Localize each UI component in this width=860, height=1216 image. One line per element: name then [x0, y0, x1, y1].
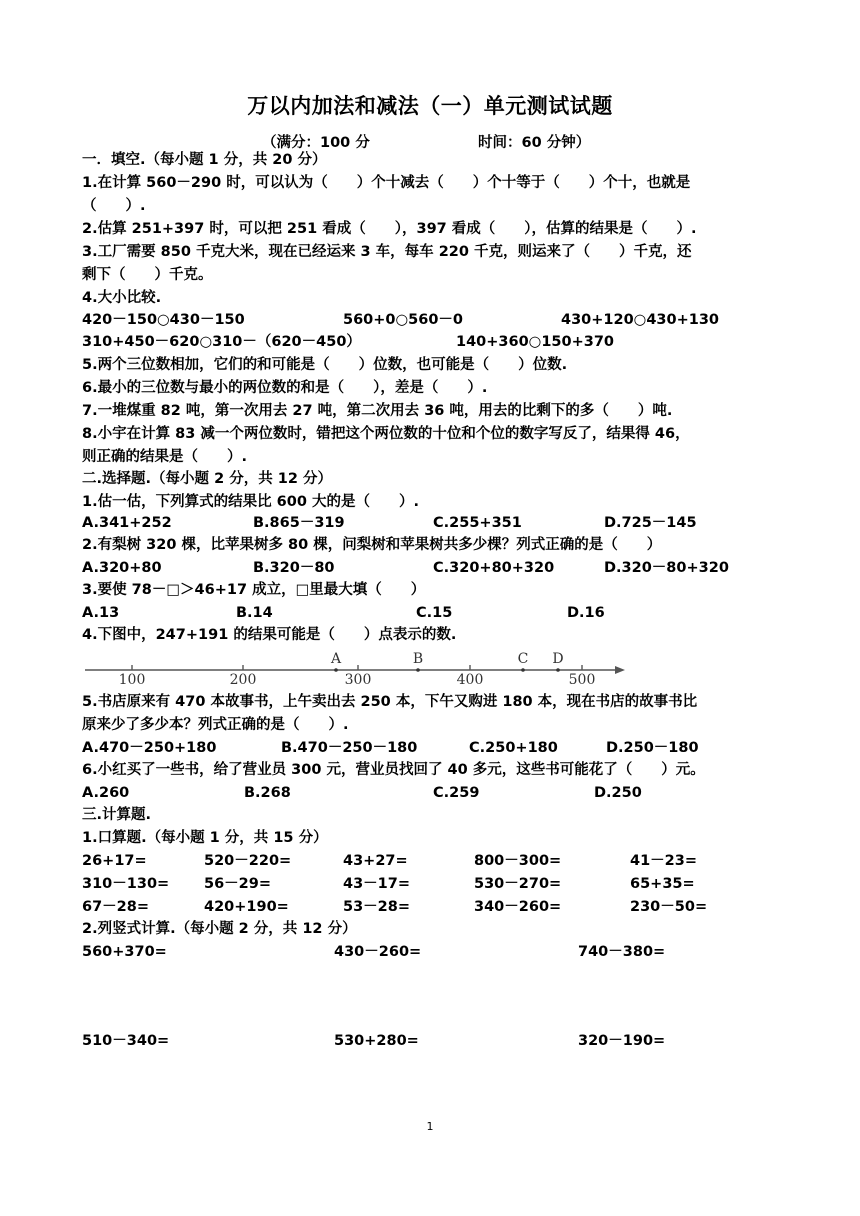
- option-c: C.250+180: [469, 740, 558, 756]
- s2-q5-line1: 5.书店原来有 470 本故事书，上午卖出去 250 本，下午又购进 180 本，现在书店的故事书比: [82, 694, 698, 710]
- compare-item: 430+120○430+130: [561, 312, 720, 328]
- s1-q8-line1: 8.小宇在计算 83 减一个两位数时，错把这个两位数的十位和个位的数字写反了，结果得 46，: [82, 426, 690, 442]
- option-c: C.320+80+320: [433, 560, 555, 576]
- option-c: C.255+351: [433, 515, 522, 531]
- section-2-heading: 二.选择题.（每小题 2 分，共 12 分）: [82, 471, 332, 487]
- oral-problem: 310－130=: [82, 876, 170, 892]
- option-a: A.13: [82, 605, 120, 621]
- s1-q7: 7.一堆煤重 82 吨，第一次用去 27 吨，第二次用去 36 吨，用去的比剩下的多（ ）吨.: [82, 403, 673, 419]
- number-line-point-label: A: [330, 651, 342, 667]
- option-c: C.259: [433, 785, 480, 801]
- option-b: B.470－250－180: [281, 740, 418, 756]
- s2-q1-options: [0, 513, 860, 533]
- compare-row-1: [0, 310, 860, 330]
- option-b: B.268: [244, 785, 291, 801]
- number-line-tick-label: 400: [456, 672, 484, 688]
- s2-q6: 6.小红买了一些书，给了营业员 300 元，营业员找回了 40 多元，这些书可能花了（ ）元。: [82, 762, 705, 778]
- vertical-problem: 510－340=: [82, 1033, 170, 1049]
- option-b: B.14: [236, 605, 273, 621]
- oral-problem: 420+190=: [204, 899, 289, 915]
- s1-q3-line2: 剩下（ ）千克。: [82, 267, 213, 283]
- number-line-point: [521, 668, 525, 672]
- number-line-tick-label: 100: [118, 672, 146, 688]
- number-line-tick-label: 200: [229, 672, 257, 688]
- compare-item: 560+0○560－0: [343, 312, 464, 328]
- page-number: 1: [426, 1120, 434, 1133]
- option-a: A.320+80: [82, 560, 162, 576]
- s2-q6-options: [0, 783, 860, 803]
- oral-problem: 67－28=: [82, 899, 150, 915]
- s3-vertical-heading: 2.列竖式计算.（每小题 2 分，共 12 分）: [82, 921, 357, 937]
- s2-q2: 2.有梨树 320 棵，比苹果树多 80 棵，问梨树和苹果树共多少棵？列式正确的是（ ）: [82, 537, 662, 553]
- s1-q1-line2: （ ）.: [82, 198, 146, 214]
- option-a: A.260: [82, 785, 130, 801]
- s1-q2: 2.估算 251+397 时，可以把 251 看成（ ），397 看成（ ），估算的结果是（ ）.: [82, 221, 697, 237]
- option-c: C.15: [416, 605, 453, 621]
- oral-problem: 53－28=: [343, 899, 411, 915]
- s2-q5-line2: 原来少了多少本？列式正确的是（ ）.: [82, 717, 349, 733]
- option-d: D.250: [594, 785, 642, 801]
- number-line-point-label: C: [517, 651, 529, 667]
- number-line-point: [334, 668, 338, 672]
- option-d: D.320－80+320: [604, 560, 729, 576]
- number-line-point-label: D: [552, 651, 564, 667]
- vertical-row-1: [0, 942, 860, 962]
- number-line-arrow: [615, 666, 625, 674]
- compare-item: 140+360○150+370: [456, 334, 615, 350]
- s2-q3: 3.要使 78－□＞46+17 成立，□里最大填（ ）: [82, 582, 426, 598]
- number-line-points: [330, 651, 564, 672]
- option-d: D.725－145: [604, 515, 697, 531]
- s2-q1: 1.估一估，下列算式的结果比 600 大的是（ ）.: [82, 494, 419, 510]
- exam-time: 时间：60 分钟）: [478, 135, 591, 151]
- compare-item: 310+450－620○310－（620－450）: [82, 334, 361, 350]
- full-score: （满分：100 分: [262, 135, 370, 151]
- s1-q8-line2: 则正确的结果是（ ）.: [82, 449, 248, 465]
- vertical-problem: 430－260=: [334, 944, 422, 960]
- vertical-problem: 740－380=: [578, 944, 666, 960]
- oral-problem: 56－29=: [204, 876, 272, 892]
- option-a: A.470－250+180: [82, 740, 217, 756]
- section-3-heading: 三.计算题.: [82, 807, 152, 823]
- oral-problem: 340－260=: [474, 899, 562, 915]
- compare-item: 420－150○430－150: [82, 312, 245, 328]
- s1-q4: 4.大小比较.: [82, 290, 162, 306]
- compare-row-2: [0, 332, 860, 352]
- s2-q4: 4.下图中，247+191 的结果可能是（ ）点表示的数.: [82, 627, 457, 643]
- oral-problem: 41－23=: [630, 853, 698, 869]
- s1-q5: 5.两个三位数相加，它们的和可能是（ ）位数，也可能是（ ）位数.: [82, 357, 568, 373]
- number-line-point-label: B: [412, 651, 424, 667]
- s1-q6: 6.最小的三位数与最小的两位数的和是（ ），差是（ ）.: [82, 380, 488, 396]
- oral-problem: 800－300=: [474, 853, 562, 869]
- page-title: 万以内加法和减法（一）单元测试试题: [247, 94, 613, 118]
- oral-problem: 43+27=: [343, 853, 408, 869]
- number-line-point: [556, 668, 560, 672]
- oral-row-2: [0, 874, 860, 894]
- oral-problem: 43－17=: [343, 876, 411, 892]
- option-b: B.320－80: [253, 560, 335, 576]
- vertical-problem: 530+280=: [334, 1033, 419, 1049]
- oral-problem: 26+17=: [82, 853, 147, 869]
- vertical-row-2: [0, 1031, 860, 1051]
- s2-q5-options: [0, 738, 860, 758]
- s2-q2-options: [0, 558, 860, 578]
- number-line-figure: [80, 648, 640, 688]
- option-d: D.250－180: [606, 740, 699, 756]
- oral-problem: 520－220=: [204, 853, 292, 869]
- oral-row-3: [0, 897, 860, 917]
- oral-row-1: [0, 851, 860, 871]
- number-line-tick-label: 300: [344, 672, 372, 688]
- option-d: D.16: [567, 605, 605, 621]
- s1-q1-line1: 1.在计算 560－290 时，可以认为（ ）个十减去（ ）个十等于（ ）个十，也就是: [82, 175, 691, 191]
- section-1-heading: 一．填空.（每小题 1 分，共 20 分）: [82, 152, 327, 168]
- vertical-problem: 320－190=: [578, 1033, 666, 1049]
- s1-q3-line1: 3.工厂需要 850 千克大米，现在已经运来 3 车，每车 220 千克，则运来了（ ）千克，还: [82, 244, 692, 260]
- oral-problem: 65+35=: [630, 876, 695, 892]
- number-line-point: [416, 668, 420, 672]
- number-line-tick-label: 500: [568, 672, 596, 688]
- option-a: A.341+252: [82, 515, 172, 531]
- s2-q3-options: [0, 603, 860, 623]
- s3-oral-heading: 1.口算题.（每小题 1 分，共 15 分）: [82, 830, 328, 846]
- oral-problem: 530－270=: [474, 876, 562, 892]
- vertical-problem: 560+370=: [82, 944, 167, 960]
- option-b: B.865－319: [253, 515, 345, 531]
- oral-problem: 230－50=: [630, 899, 708, 915]
